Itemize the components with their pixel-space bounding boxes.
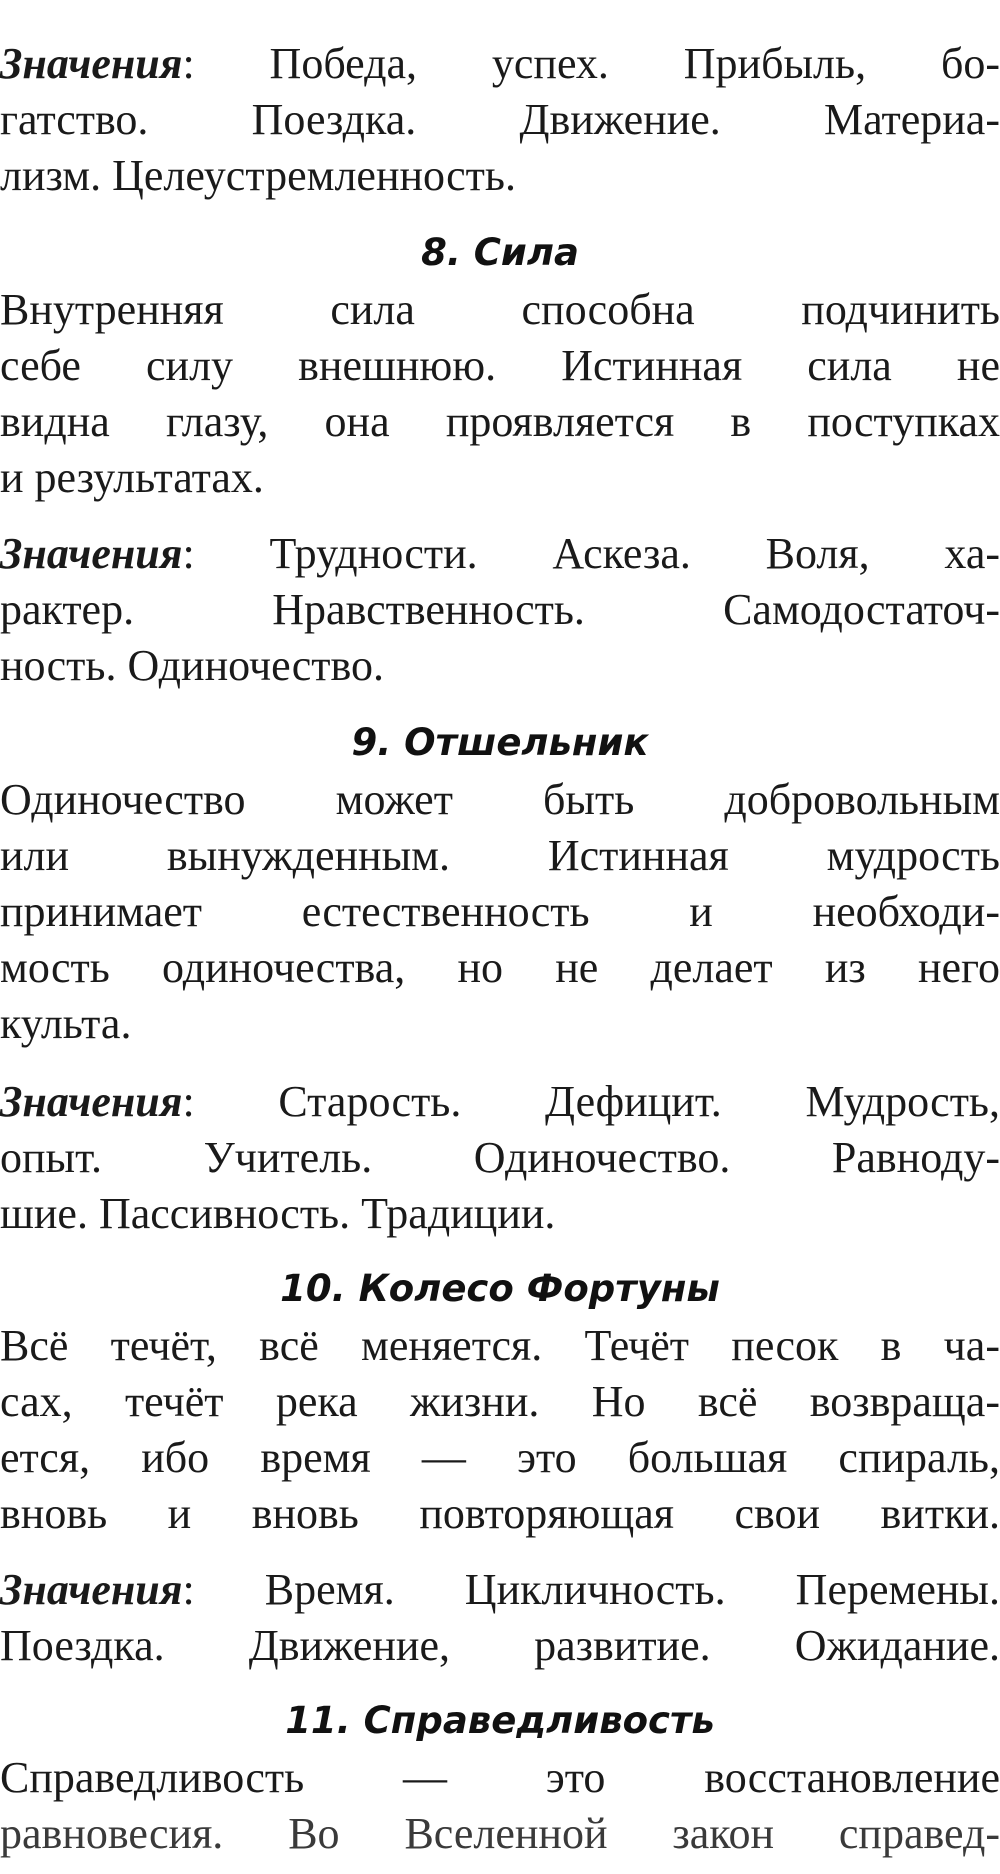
card9-body-line-4: мость одиночества, но не делает из него	[0, 943, 1000, 992]
meaning-label: Значения	[0, 1077, 183, 1126]
card11-title: 11. Справедливость	[285, 1699, 715, 1742]
card10-meaning-line-1: Значения: Время. Цикличность. Перемены.	[0, 1565, 1000, 1614]
card7-meaning-line-1: Значения: Победа, успех. Прибыль, бо-	[0, 39, 1000, 88]
card9-body-line-3: принимает естественность и необходи-	[0, 887, 1000, 936]
card8-meaning-line-1: Значения: Трудности. Аскеза. Воля, ха-	[0, 529, 1000, 578]
meaning-label: Значения	[0, 1565, 183, 1614]
card10-body-line-2: сах, течёт река жизни. Но всё возвраща-	[0, 1377, 1000, 1426]
card8-title: 8. Сила	[421, 231, 579, 274]
card7-meaning-line-2: гатство. Поездка. Движение. Материа-	[0, 95, 1000, 144]
meaning-label: Значения	[0, 529, 183, 578]
card8-meaning-text-1: Трудности. Аскеза. Воля, ха-	[269, 529, 1000, 578]
card9-meaning-line-2: опыт. Учитель. Одиночество. Равноду-	[0, 1133, 1000, 1182]
card10-meaning-line-2: Поездка. Движение, развитие. Ожидание.	[0, 1621, 1000, 1670]
card11-body-line-1: Справедливость — это восстановление	[0, 1753, 1000, 1802]
card9-body-line-2: или вынужденным. Истинная мудрость	[0, 831, 1000, 880]
card8-body-line-4: и результатах.	[0, 453, 264, 502]
card7-meaning-text-1: Победа, успех. Прибыль, бо-	[269, 39, 1000, 88]
card9-meaning-line-3: шие. Пассивность. Традиции.	[0, 1189, 556, 1238]
card8-body-line-2: себе силу внешнюю. Истинная сила не	[0, 341, 1000, 390]
card10-title: 10. Колесо Фортуны	[280, 1267, 720, 1310]
card7-meaning-line-3: лизм. Целеустремленность.	[0, 151, 516, 200]
card8-body-line-3: видна глазу, она проявляется в поступках	[0, 397, 1000, 446]
card8-body-line-1: Внутренняя сила способна подчинить	[0, 285, 1000, 334]
card10-body-line-3: ется, ибо время — это большая спираль,	[0, 1433, 1000, 1482]
card11-body-line-2: равновесия. Во Вселенной закон справед-	[0, 1809, 1000, 1858]
card9-body-line-5: культа.	[0, 999, 132, 1048]
card8-meaning-line-3: ность. Одиночество.	[0, 641, 384, 690]
card9-meaning-text-1: Старость. Дефицит. Мудрость,	[278, 1077, 1000, 1126]
card8-meaning-line-2: рактер. Нравственность. Самодостаточ-	[0, 585, 1000, 634]
card9-body-line-1: Одиночество может быть добровольным	[0, 775, 1000, 824]
card9-meaning-line-1: Значения: Старость. Дефицит. Мудрость,	[0, 1077, 1000, 1126]
card10-body-line-1: Всё течёт, всё меняется. Течёт песок в ча-	[0, 1321, 1000, 1370]
card9-title: 9. Отшельник	[351, 721, 649, 764]
meaning-label: Значения	[0, 39, 183, 88]
card10-meaning-text-1: Время. Цикличность. Перемены.	[264, 1565, 1000, 1614]
card10-body-line-4: вновь и вновь повторяющая свои витки.	[0, 1489, 1000, 1538]
